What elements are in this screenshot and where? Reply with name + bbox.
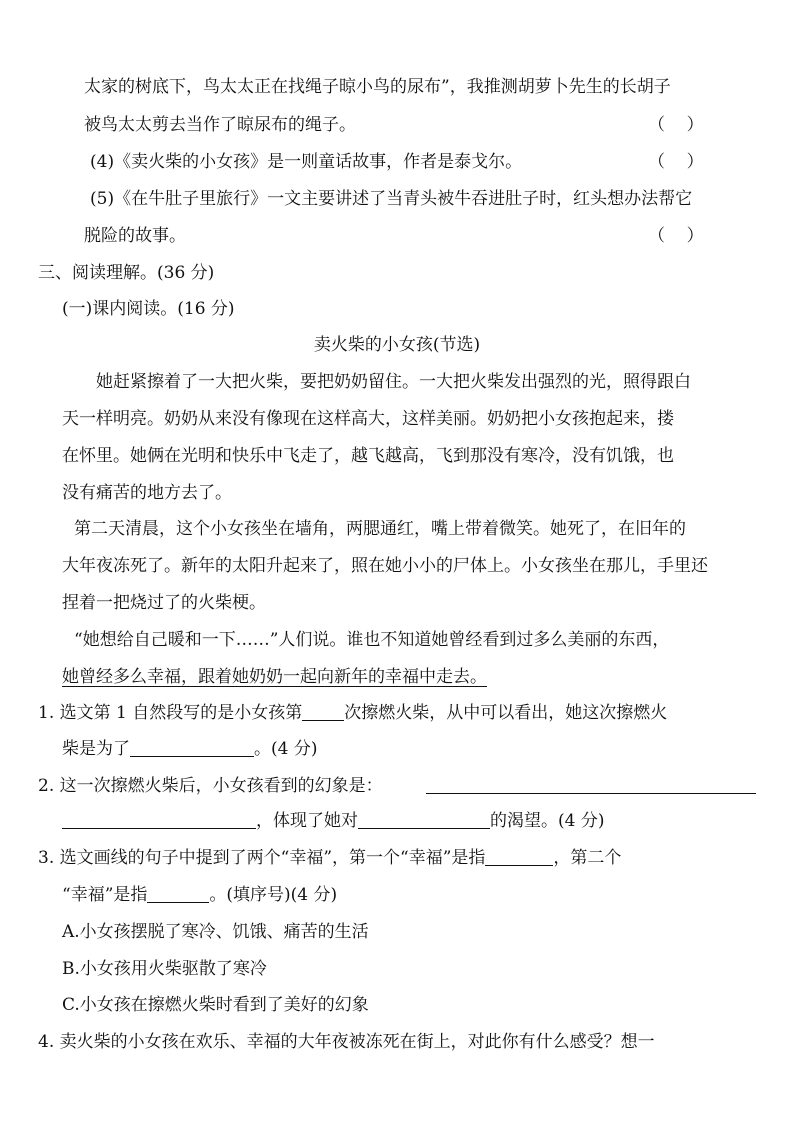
passage-p3-underlined-sentence: 她曾经多么幸福，跟着她奶奶一起向新年的幸福中走去。 [62, 667, 487, 687]
judge-item5-line2: 脱险的故事。 [84, 226, 186, 246]
question-3-text-a: 3. 选文画线的句子中提到了两个“幸福”，第一个“幸福”是指 [38, 848, 486, 868]
passage-p1-line2: 天一样明亮。奶奶从来没有像现在这样高大，这样美丽。奶奶把小女孩抱起来，搂 [62, 409, 674, 429]
question-1-text-a: 1. 选文第 1 自然段写的是小女孩第 [38, 703, 303, 723]
question-2-blank-2[interactable] [62, 810, 256, 829]
question-1-text-b: 次擦燃火柴，从中可以看出，她这次擦燃火 [344, 703, 668, 723]
question-3-text-d: 。(填序号)(4 分) [209, 885, 338, 905]
passage-p1-line3: 在怀里。她俩在光明和快乐中飞走了，越飞越高，飞到那没有寒冷，没有饥饿，也 [62, 446, 674, 466]
question-1-blank-1[interactable] [302, 702, 344, 721]
section-heading: 三、阅读理解。(36 分) [38, 263, 215, 283]
question-1-text-c: 柴是为了 [62, 739, 130, 759]
question-3-line2 [62, 884, 337, 906]
question-1-text-d: 。(4 分) [254, 739, 318, 759]
question-1-line1 [38, 702, 667, 724]
question-3-blank-2[interactable] [147, 884, 209, 903]
judge-item3-line2: 被鸟太太剪去当作了晾尿布的绳子。 [84, 115, 356, 135]
question-3-option-a[interactable]: A.小女孩摆脱了寒冷、饥饿、痛苦的生活 [62, 922, 369, 942]
question-3-option-c[interactable]: C.小女孩在擦燃火柴时看到了美好的幻象 [62, 995, 369, 1015]
passage-p1-line1: 她赶紧擦着了一大把火柴，要把奶奶留住。一大把火柴发出强烈的光，照得跟白 [96, 372, 691, 392]
passage-p1-line4: 没有痛苦的地方去了。 [62, 483, 232, 503]
question-3-blank-1[interactable] [485, 847, 553, 866]
judge-item3-line1: 太家的树底下，鸟太太正在找绳子晾小鸟的尿布”，我推测胡萝卜先生的长胡子 [84, 77, 671, 97]
judge-item4-text: (4)《卖火柴的小女孩》是一则童话故事，作者是泰戈尔。 [90, 152, 523, 172]
question-3-text-c: “幸福”是指 [62, 885, 148, 905]
question-3-line1 [38, 847, 621, 869]
question-1-blank-2[interactable] [130, 738, 254, 757]
question-2-text-b: ，体现了她对 [256, 811, 358, 831]
passage-title: 卖火柴的小女孩(节选) [313, 335, 481, 355]
question-2-blank-3[interactable] [358, 810, 490, 829]
question-1-line2 [62, 738, 317, 760]
passage-p3-line1: “她想给自己暖和一下……”人们说。谁也不知道她曾经看到过多么美丽的东西， [74, 630, 670, 650]
question-3-option-b[interactable]: B.小女孩用火柴驱散了寒冷 [62, 959, 267, 979]
question-2-blank-1[interactable] [426, 792, 756, 794]
question-2-text-c: 的渴望。(4 分) [490, 811, 605, 831]
passage-p2-line2: 大年夜冻死了。新年的太阳升起来了，照在她小小的尸体上。小女孩坐在那儿，手里还 [62, 556, 708, 576]
judge-item5-line1: (5)《在牛肚子里旅行》一文主要讲述了当青头被牛吞进肚子时，红头想办法帮它 [90, 189, 693, 209]
question-4-line1: 4. 卖火柴的小女孩在欢乐、幸福的大年夜被冻死在街上，对此你有什么感受？想一 [38, 1032, 655, 1052]
subsection-heading: (一)课内阅读。(16 分) [62, 299, 235, 319]
passage-p2-line3: 捏着一把烧过了的火柴梗。 [62, 593, 266, 613]
passage-p2-line1: 第二天清晨，这个小女孩坐在墙角，两腮通红，嘴上带着微笑。她死了，在旧年的 [74, 519, 686, 539]
question-2-line2 [62, 810, 604, 832]
question-2-line1: 2. 这一次擦燃火柴后，小女孩看到的幻象是： [38, 776, 383, 796]
judge-item5-answer-paren[interactable]: （ ） [648, 226, 704, 246]
judge-item4-answer-paren[interactable]: （ ） [648, 152, 704, 172]
question-3-text-b: ，第二个 [553, 848, 622, 868]
judge-item3-answer-paren[interactable]: （ ） [648, 115, 704, 135]
